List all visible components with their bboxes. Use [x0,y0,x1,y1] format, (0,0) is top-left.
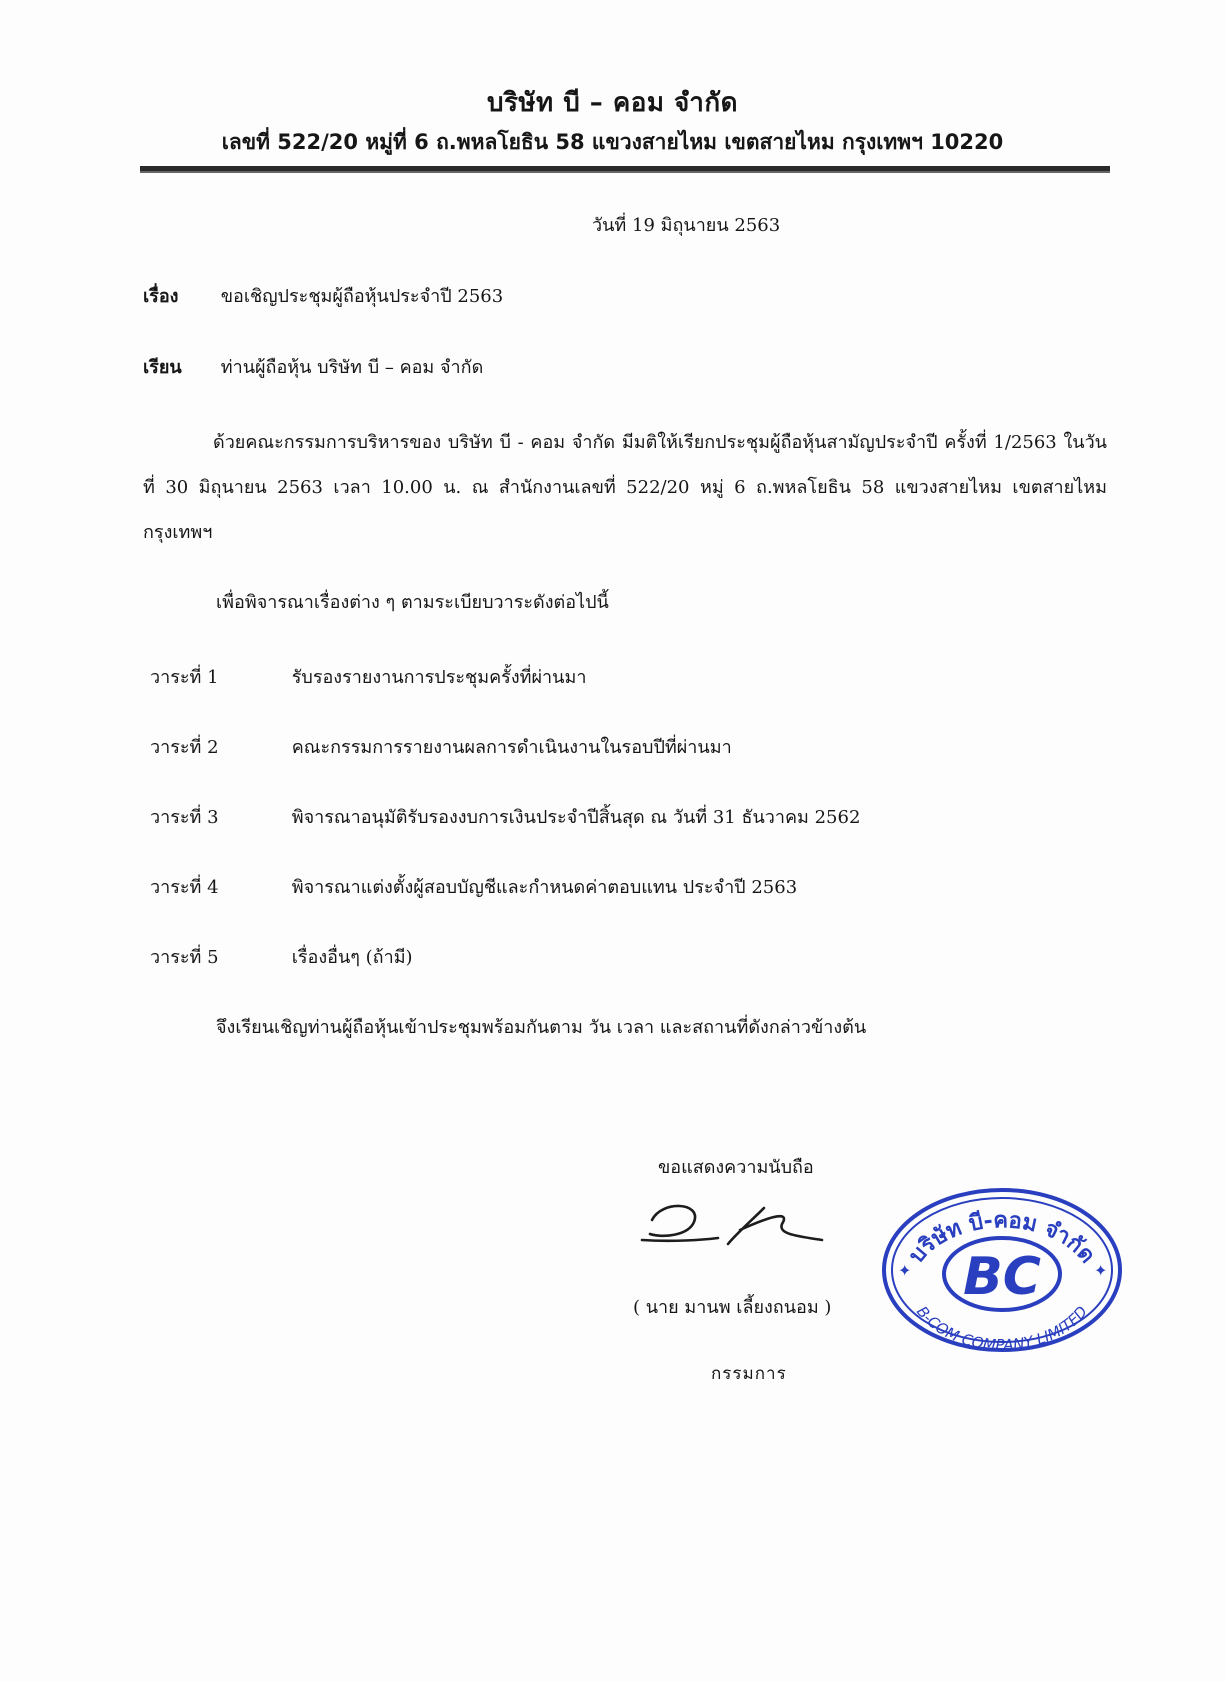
company-seal-icon [876,1178,1128,1358]
header-divider [140,166,1110,173]
agenda-text: เรื่องอื่นๆ (ถ้ามี) [291,947,413,968]
letter-date: วันที่ 19 มิถุนายน 2563 [592,215,781,236]
svg-text:B-COM COMPANY LIMITED: B-COM COMPANY LIMITED [912,1302,1092,1355]
agenda-text: รับรองรายงานการประชุมครั้งที่ผ่านมา [291,667,587,688]
svg-text:✦: ✦ [1094,1261,1108,1280]
company-name: บริษัท บี – คอม จำกัด [486,88,739,118]
recipient-row [143,352,483,381]
agenda-number: วาระที่ 1 [150,667,219,688]
svg-text:✦: ✦ [898,1261,912,1280]
agenda-number: วาระที่ 5 [150,947,219,968]
signer-name: ( นาย มานพ เลี้ยงถนอม ) [633,1297,832,1318]
agenda-item [150,662,586,691]
agenda-intro: เพื่อพิจารณาเรื่องต่าง ๆ ตามระเบียบวาระดังต่อไปนี้ [216,592,609,613]
agenda-text: พิจารณาอนุมัติรับรองงบการเงินประจำปีสิ้นสุด ณ วันที่ 31 ธันวาคม 2562 [291,807,861,828]
agenda-text: พิจารณาแต่งตั้งผู้สอบบัญชีและกำหนดค่าตอบแทน ประจำปี 2563 [291,877,798,898]
subject-text: ขอเชิญประชุมผู้ถือหุ้นประจำปี 2563 [220,286,504,307]
agenda-item [150,872,797,901]
agenda-item [150,942,413,971]
svg-text:BC: BC [963,1247,1041,1307]
signer-title: กรรมการ [711,1364,787,1384]
subject-label: เรื่อง [143,286,179,307]
recipient-text: ท่านผู้ถือหุ้น บริษัท บี – คอม จำกัด [220,357,484,378]
body-paragraph: ด้วยคณะกรรมการบริหารของ บริษัท บี - คอม จำกัด มีมติให้เรียกประชุมผู้ถือหุ้นสามัญประจำปี ครั้งที่ 1/2563 ในวันที่ 30 มิถุนายน 2563 เวลา 10.00 น. ณ สำนักงานเลขที่ 522/20 หมู่ 6 ถ.พหลโยธิน 58 แขวงสายไหม เขตสายไหม กรุงเทพฯ [143,432,1107,543]
agenda-text: คณะกรรมการรายงานผลการดำเนินงานในรอบปีที่ผ่านมา [291,737,732,758]
agenda-number: วาระที่ 4 [150,877,219,898]
regards-text: ขอแสดงความนับถือ [658,1157,814,1178]
agenda-item [150,802,860,831]
subject-row [143,281,503,310]
agenda-item [150,732,732,761]
agenda-number: วาระที่ 2 [150,737,219,758]
company-address: เลขที่ 522/20 หมู่ที่ 6 ถ.พหลโยธิน 58 แขวงสายไหม เขตสายไหม กรุงเทพฯ 10220 [221,130,1004,154]
svg-text:บริษัท บี-คอม จำกัด: บริษัท บี-คอม จำกัด [904,1208,1100,1269]
agenda-number: วาระที่ 3 [150,807,219,828]
closing-sentence: จึงเรียนเชิญท่านผู้ถือหุ้นเข้าประชุมพร้อมกันตาม วัน เวลา และสถานที่ดังกล่าวข้างต้น [216,1017,867,1038]
signature-icon [632,1190,852,1260]
recipient-label: เรียน [143,357,182,378]
